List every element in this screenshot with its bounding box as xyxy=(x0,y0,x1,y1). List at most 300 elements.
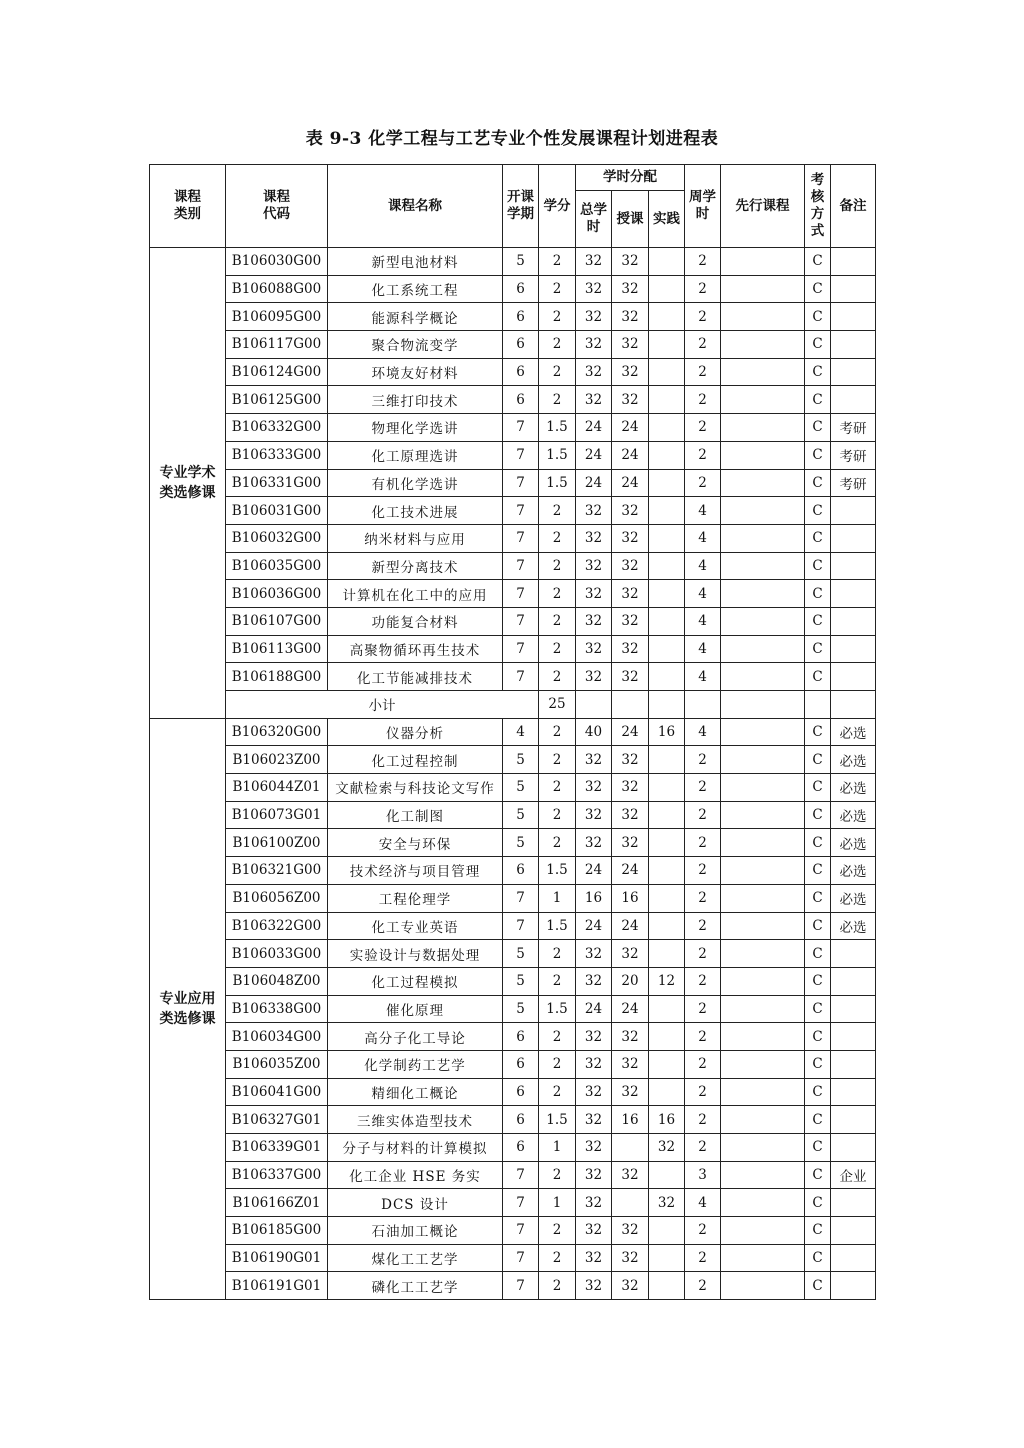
prereq-cell xyxy=(721,607,805,635)
category-cell: 专业学术 类选修课 xyxy=(150,248,226,719)
remark-cell xyxy=(831,331,876,359)
weekly-cell: 4 xyxy=(685,552,721,580)
course-code: B106117G00 xyxy=(226,331,328,359)
course-code: B106327G01 xyxy=(226,1106,328,1134)
course-code: B106190G01 xyxy=(226,1244,328,1272)
practice-cell: 12 xyxy=(649,967,685,995)
table-row xyxy=(150,718,876,746)
credit-cell: 1.5 xyxy=(539,414,576,442)
remark-cell xyxy=(831,552,876,580)
course-name: 磷化工工艺学 xyxy=(328,1272,503,1300)
table-row xyxy=(150,1189,876,1217)
practice-cell xyxy=(649,441,685,469)
total-hours-cell: 32 xyxy=(576,801,612,829)
credit-cell: 2 xyxy=(539,1050,576,1078)
credit-cell: 2 xyxy=(539,580,576,608)
header-prereq: 先行课程 xyxy=(721,165,805,248)
total-hours-cell: 32 xyxy=(576,940,612,968)
weekly-cell: 2 xyxy=(685,1217,721,1245)
remark-cell xyxy=(831,386,876,414)
exam-cell: C xyxy=(805,358,831,386)
lecture-cell: 32 xyxy=(612,1272,649,1300)
header-row xyxy=(150,165,876,191)
table-row xyxy=(150,1050,876,1078)
table-row xyxy=(150,441,876,469)
total-hours-cell: 32 xyxy=(576,386,612,414)
course-code: B106166Z01 xyxy=(226,1189,328,1217)
prereq-cell xyxy=(721,801,805,829)
semester-cell: 6 xyxy=(503,358,539,386)
table-row xyxy=(150,1161,876,1189)
course-code: B106339G01 xyxy=(226,1134,328,1162)
practice-cell xyxy=(649,552,685,580)
table-row xyxy=(150,663,876,691)
weekly-cell: 2 xyxy=(685,1272,721,1300)
lecture-cell: 32 xyxy=(612,303,649,331)
total-hours-cell: 32 xyxy=(576,275,612,303)
exam-cell: C xyxy=(805,386,831,414)
semester-cell: 7 xyxy=(503,912,539,940)
header-name: 课程名称 xyxy=(328,165,503,248)
remark-cell: 必选 xyxy=(831,884,876,912)
prereq-cell xyxy=(721,746,805,774)
prereq-cell xyxy=(721,912,805,940)
total-hours-cell: 32 xyxy=(576,248,612,276)
exam-cell: C xyxy=(805,331,831,359)
subtotal-row xyxy=(150,691,876,719)
total-hours-cell: 32 xyxy=(576,774,612,802)
lecture-cell: 32 xyxy=(612,386,649,414)
course-name: 化工企业 HSE 务实 xyxy=(328,1161,503,1189)
lecture-cell: 24 xyxy=(612,414,649,442)
lecture-cell: 24 xyxy=(612,857,649,885)
course-code: B106188G00 xyxy=(226,663,328,691)
course-name: 化工技术进展 xyxy=(328,497,503,525)
course-name: 计算机在化工中的应用 xyxy=(328,580,503,608)
prereq-cell xyxy=(721,1189,805,1217)
course-name: 高聚物循环再生技术 xyxy=(328,635,503,663)
credit-cell: 2 xyxy=(539,275,576,303)
total-hours-cell: 40 xyxy=(576,718,612,746)
remark-cell xyxy=(831,1050,876,1078)
practice-cell xyxy=(649,524,685,552)
weekly-cell: 2 xyxy=(685,912,721,940)
course-code: B106338G00 xyxy=(226,995,328,1023)
lecture-cell: 32 xyxy=(612,497,649,525)
exam-cell: C xyxy=(805,469,831,497)
table-row xyxy=(150,1106,876,1134)
prereq-cell xyxy=(721,1217,805,1245)
course-code: B106073G01 xyxy=(226,801,328,829)
prereq-cell xyxy=(721,1161,805,1189)
remark-cell xyxy=(831,635,876,663)
remark-cell xyxy=(831,995,876,1023)
lecture-cell: 24 xyxy=(612,995,649,1023)
remark-cell xyxy=(831,663,876,691)
credit-cell: 1.5 xyxy=(539,912,576,940)
prereq-cell xyxy=(721,829,805,857)
prereq-cell xyxy=(721,303,805,331)
course-code: B106113G00 xyxy=(226,635,328,663)
semester-cell: 7 xyxy=(503,1244,539,1272)
prereq-cell xyxy=(721,358,805,386)
semester-cell: 6 xyxy=(503,1023,539,1051)
weekly-cell: 2 xyxy=(685,441,721,469)
exam-cell: C xyxy=(805,1217,831,1245)
course-code: B106088G00 xyxy=(226,275,328,303)
lecture-cell: 32 xyxy=(612,1244,649,1272)
prereq-cell xyxy=(721,1134,805,1162)
remark-cell: 企业 xyxy=(831,1161,876,1189)
remark-cell xyxy=(831,1217,876,1245)
weekly-cell: 4 xyxy=(685,718,721,746)
course-code: B106320G00 xyxy=(226,718,328,746)
course-name: 分子与材料的计算模拟 xyxy=(328,1134,503,1162)
course-plan-table xyxy=(149,164,876,1300)
prereq-cell xyxy=(721,580,805,608)
course-name: 聚合物流变学 xyxy=(328,331,503,359)
exam-cell: C xyxy=(805,524,831,552)
course-name: 催化原理 xyxy=(328,995,503,1023)
semester-cell: 5 xyxy=(503,829,539,857)
practice-cell xyxy=(649,746,685,774)
course-name: 有机化学选讲 xyxy=(328,469,503,497)
header-hours-group: 学时分配 xyxy=(576,165,685,191)
course-code: B106124G00 xyxy=(226,358,328,386)
practice-cell xyxy=(649,774,685,802)
remark-cell: 必选 xyxy=(831,912,876,940)
exam-cell: C xyxy=(805,774,831,802)
prereq-cell xyxy=(721,441,805,469)
exam-cell: C xyxy=(805,857,831,885)
course-name: 化工过程控制 xyxy=(328,746,503,774)
course-name: 工程伦理学 xyxy=(328,884,503,912)
exam-cell: C xyxy=(805,995,831,1023)
total-hours-cell: 24 xyxy=(576,857,612,885)
remark-cell: 必选 xyxy=(831,857,876,885)
course-name: 功能复合材料 xyxy=(328,607,503,635)
semester-cell: 7 xyxy=(503,635,539,663)
remark-cell: 必选 xyxy=(831,829,876,857)
total-hours-cell: 32 xyxy=(576,1189,612,1217)
semester-cell: 7 xyxy=(503,469,539,497)
practice-cell xyxy=(649,275,685,303)
semester-cell: 6 xyxy=(503,1078,539,1106)
semester-cell: 5 xyxy=(503,746,539,774)
empty-cell xyxy=(612,691,649,719)
lecture-cell: 16 xyxy=(612,1106,649,1134)
table-row xyxy=(150,635,876,663)
exam-cell: C xyxy=(805,1050,831,1078)
lecture-cell: 32 xyxy=(612,1161,649,1189)
table-row xyxy=(150,414,876,442)
exam-cell: C xyxy=(805,1272,831,1300)
category-cell: 专业应用 类选修课 xyxy=(150,718,226,1299)
credit-cell: 1 xyxy=(539,1189,576,1217)
header-lecture: 授课 xyxy=(612,191,649,248)
exam-cell: C xyxy=(805,1161,831,1189)
prereq-cell xyxy=(721,275,805,303)
total-hours-cell: 32 xyxy=(576,1106,612,1134)
total-hours-cell: 32 xyxy=(576,746,612,774)
weekly-cell: 2 xyxy=(685,746,721,774)
semester-cell: 5 xyxy=(503,967,539,995)
semester-cell: 7 xyxy=(503,524,539,552)
lecture-cell: 24 xyxy=(612,718,649,746)
total-hours-cell: 32 xyxy=(576,524,612,552)
exam-cell: C xyxy=(805,275,831,303)
header-total-hours: 总学 时 xyxy=(576,191,612,248)
practice-cell xyxy=(649,303,685,331)
course-name: 化工系统工程 xyxy=(328,275,503,303)
semester-cell: 5 xyxy=(503,801,539,829)
prereq-cell xyxy=(721,995,805,1023)
exam-cell: C xyxy=(805,912,831,940)
prereq-cell xyxy=(721,774,805,802)
course-name: 安全与环保 xyxy=(328,829,503,857)
semester-cell: 5 xyxy=(503,774,539,802)
course-code: B106036G00 xyxy=(226,580,328,608)
remark-cell: 必选 xyxy=(831,718,876,746)
credit-cell: 2 xyxy=(539,801,576,829)
prereq-cell xyxy=(721,248,805,276)
weekly-cell: 2 xyxy=(685,774,721,802)
remark-cell xyxy=(831,1189,876,1217)
table-row xyxy=(150,1023,876,1051)
course-name: 实验设计与数据处理 xyxy=(328,940,503,968)
course-code: B106322G00 xyxy=(226,912,328,940)
total-hours-cell: 24 xyxy=(576,995,612,1023)
table-row xyxy=(150,552,876,580)
weekly-cell: 2 xyxy=(685,995,721,1023)
practice-cell xyxy=(649,248,685,276)
course-name: 新型分离技术 xyxy=(328,552,503,580)
practice-cell xyxy=(649,801,685,829)
exam-cell: C xyxy=(805,1023,831,1051)
lecture-cell: 20 xyxy=(612,967,649,995)
header-practice: 实践 xyxy=(649,191,685,248)
total-hours-cell: 16 xyxy=(576,884,612,912)
practice-cell xyxy=(649,1244,685,1272)
exam-cell: C xyxy=(805,1189,831,1217)
lecture-cell: 32 xyxy=(612,358,649,386)
header-exam: 考 核 方 式 xyxy=(805,165,831,248)
total-hours-cell: 32 xyxy=(576,1134,612,1162)
lecture-cell: 24 xyxy=(612,469,649,497)
credit-cell: 1.5 xyxy=(539,857,576,885)
remark-cell xyxy=(831,1023,876,1051)
practice-cell xyxy=(649,580,685,608)
weekly-cell: 2 xyxy=(685,1134,721,1162)
credit-cell: 2 xyxy=(539,497,576,525)
semester-cell: 5 xyxy=(503,940,539,968)
prereq-cell xyxy=(721,884,805,912)
course-name: 环境友好材料 xyxy=(328,358,503,386)
weekly-cell: 2 xyxy=(685,1023,721,1051)
prereq-cell xyxy=(721,635,805,663)
total-hours-cell: 24 xyxy=(576,441,612,469)
lecture-cell: 32 xyxy=(612,607,649,635)
weekly-cell: 2 xyxy=(685,386,721,414)
table-row xyxy=(150,829,876,857)
course-name: 纳米材料与应用 xyxy=(328,524,503,552)
prereq-cell xyxy=(721,497,805,525)
lecture-cell: 32 xyxy=(612,248,649,276)
lecture-cell: 32 xyxy=(612,552,649,580)
table-row xyxy=(150,1272,876,1300)
total-hours-cell: 32 xyxy=(576,580,612,608)
prereq-cell xyxy=(721,1050,805,1078)
practice-cell xyxy=(649,995,685,1023)
total-hours-cell: 32 xyxy=(576,607,612,635)
prereq-cell xyxy=(721,1272,805,1300)
lecture-cell: 32 xyxy=(612,331,649,359)
course-code: B106100Z00 xyxy=(226,829,328,857)
exam-cell: C xyxy=(805,663,831,691)
remark-cell xyxy=(831,524,876,552)
total-hours-cell: 32 xyxy=(576,1272,612,1300)
course-name: 煤化工工艺学 xyxy=(328,1244,503,1272)
lecture-cell: 16 xyxy=(612,884,649,912)
course-code: B106331G00 xyxy=(226,469,328,497)
remark-cell xyxy=(831,1272,876,1300)
course-code: B106056Z00 xyxy=(226,884,328,912)
table-title: 表 9-3 化学工程与工艺专业个性发展课程计划进程表 xyxy=(305,129,719,149)
total-hours-cell: 32 xyxy=(576,1023,612,1051)
empty-cell xyxy=(805,691,831,719)
prereq-cell xyxy=(721,469,805,497)
weekly-cell: 2 xyxy=(685,331,721,359)
practice-cell xyxy=(649,497,685,525)
lecture-cell: 32 xyxy=(612,801,649,829)
course-code: B106044Z01 xyxy=(226,774,328,802)
practice-cell: 32 xyxy=(649,1134,685,1162)
exam-cell: C xyxy=(805,1244,831,1272)
course-name: 石油加工概论 xyxy=(328,1217,503,1245)
weekly-cell: 2 xyxy=(685,303,721,331)
semester-cell: 7 xyxy=(503,552,539,580)
remark-cell xyxy=(831,248,876,276)
exam-cell: C xyxy=(805,248,831,276)
credit-cell: 1.5 xyxy=(539,441,576,469)
course-name: 文献检索与科技论文写作 xyxy=(328,774,503,802)
credit-cell: 2 xyxy=(539,663,576,691)
exam-cell: C xyxy=(805,967,831,995)
lecture-cell: 32 xyxy=(612,1050,649,1078)
total-hours-cell: 32 xyxy=(576,967,612,995)
course-code: B106031G00 xyxy=(226,497,328,525)
course-name: 化工节能减排技术 xyxy=(328,663,503,691)
semester-cell: 5 xyxy=(503,248,539,276)
semester-cell: 7 xyxy=(503,1161,539,1189)
semester-cell: 7 xyxy=(503,580,539,608)
table-row xyxy=(150,1134,876,1162)
practice-cell xyxy=(649,884,685,912)
table-row xyxy=(150,857,876,885)
table-row xyxy=(150,303,876,331)
semester-cell: 7 xyxy=(503,414,539,442)
credit-cell: 2 xyxy=(539,524,576,552)
credit-cell: 2 xyxy=(539,303,576,331)
empty-cell xyxy=(649,691,685,719)
credit-cell: 2 xyxy=(539,358,576,386)
course-code: B106041G00 xyxy=(226,1078,328,1106)
table-row xyxy=(150,524,876,552)
remark-cell xyxy=(831,275,876,303)
semester-cell: 7 xyxy=(503,441,539,469)
lecture-cell: 24 xyxy=(612,912,649,940)
credit-cell: 2 xyxy=(539,1078,576,1106)
semester-cell: 7 xyxy=(503,1272,539,1300)
remark-cell: 考研 xyxy=(831,469,876,497)
subtotal-label: 小计 xyxy=(226,691,539,719)
semester-cell: 7 xyxy=(503,607,539,635)
total-hours-cell: 24 xyxy=(576,469,612,497)
remark-cell xyxy=(831,358,876,386)
exam-cell: C xyxy=(805,635,831,663)
course-code: B106032G00 xyxy=(226,524,328,552)
credit-cell: 2 xyxy=(539,386,576,414)
course-code: B106125G00 xyxy=(226,386,328,414)
practice-cell xyxy=(649,1217,685,1245)
practice-cell xyxy=(649,912,685,940)
subtotal-credit: 25 xyxy=(539,691,576,719)
practice-cell xyxy=(649,1050,685,1078)
remark-cell: 必选 xyxy=(831,746,876,774)
prereq-cell xyxy=(721,718,805,746)
semester-cell: 7 xyxy=(503,884,539,912)
table-row xyxy=(150,331,876,359)
course-name: DCS 设计 xyxy=(328,1189,503,1217)
weekly-cell: 3 xyxy=(685,1161,721,1189)
exam-cell: C xyxy=(805,497,831,525)
practice-cell xyxy=(649,663,685,691)
credit-cell: 1.5 xyxy=(539,469,576,497)
total-hours-cell: 32 xyxy=(576,1078,612,1106)
table-row xyxy=(150,995,876,1023)
course-code: B106332G00 xyxy=(226,414,328,442)
practice-cell: 16 xyxy=(649,1106,685,1134)
semester-cell: 6 xyxy=(503,303,539,331)
course-name: 精细化工概论 xyxy=(328,1078,503,1106)
total-hours-cell: 32 xyxy=(576,1050,612,1078)
prereq-cell xyxy=(721,1244,805,1272)
weekly-cell: 2 xyxy=(685,248,721,276)
empty-cell xyxy=(721,691,805,719)
course-code: B106107G00 xyxy=(226,607,328,635)
header-semester: 开课 学期 xyxy=(503,165,539,248)
table-row xyxy=(150,967,876,995)
credit-cell: 2 xyxy=(539,1272,576,1300)
practice-cell xyxy=(649,1078,685,1106)
semester-cell: 7 xyxy=(503,1189,539,1217)
table-row xyxy=(150,248,876,276)
prereq-cell xyxy=(721,967,805,995)
prereq-cell xyxy=(721,663,805,691)
lecture-cell xyxy=(612,1189,649,1217)
table-row xyxy=(150,607,876,635)
weekly-cell: 4 xyxy=(685,1189,721,1217)
table-row xyxy=(150,497,876,525)
remark-cell xyxy=(831,607,876,635)
practice-cell xyxy=(649,940,685,968)
course-name: 化学制药工艺学 xyxy=(328,1050,503,1078)
exam-cell: C xyxy=(805,303,831,331)
practice-cell xyxy=(649,1272,685,1300)
lecture-cell: 32 xyxy=(612,940,649,968)
credit-cell: 2 xyxy=(539,1217,576,1245)
total-hours-cell: 32 xyxy=(576,635,612,663)
